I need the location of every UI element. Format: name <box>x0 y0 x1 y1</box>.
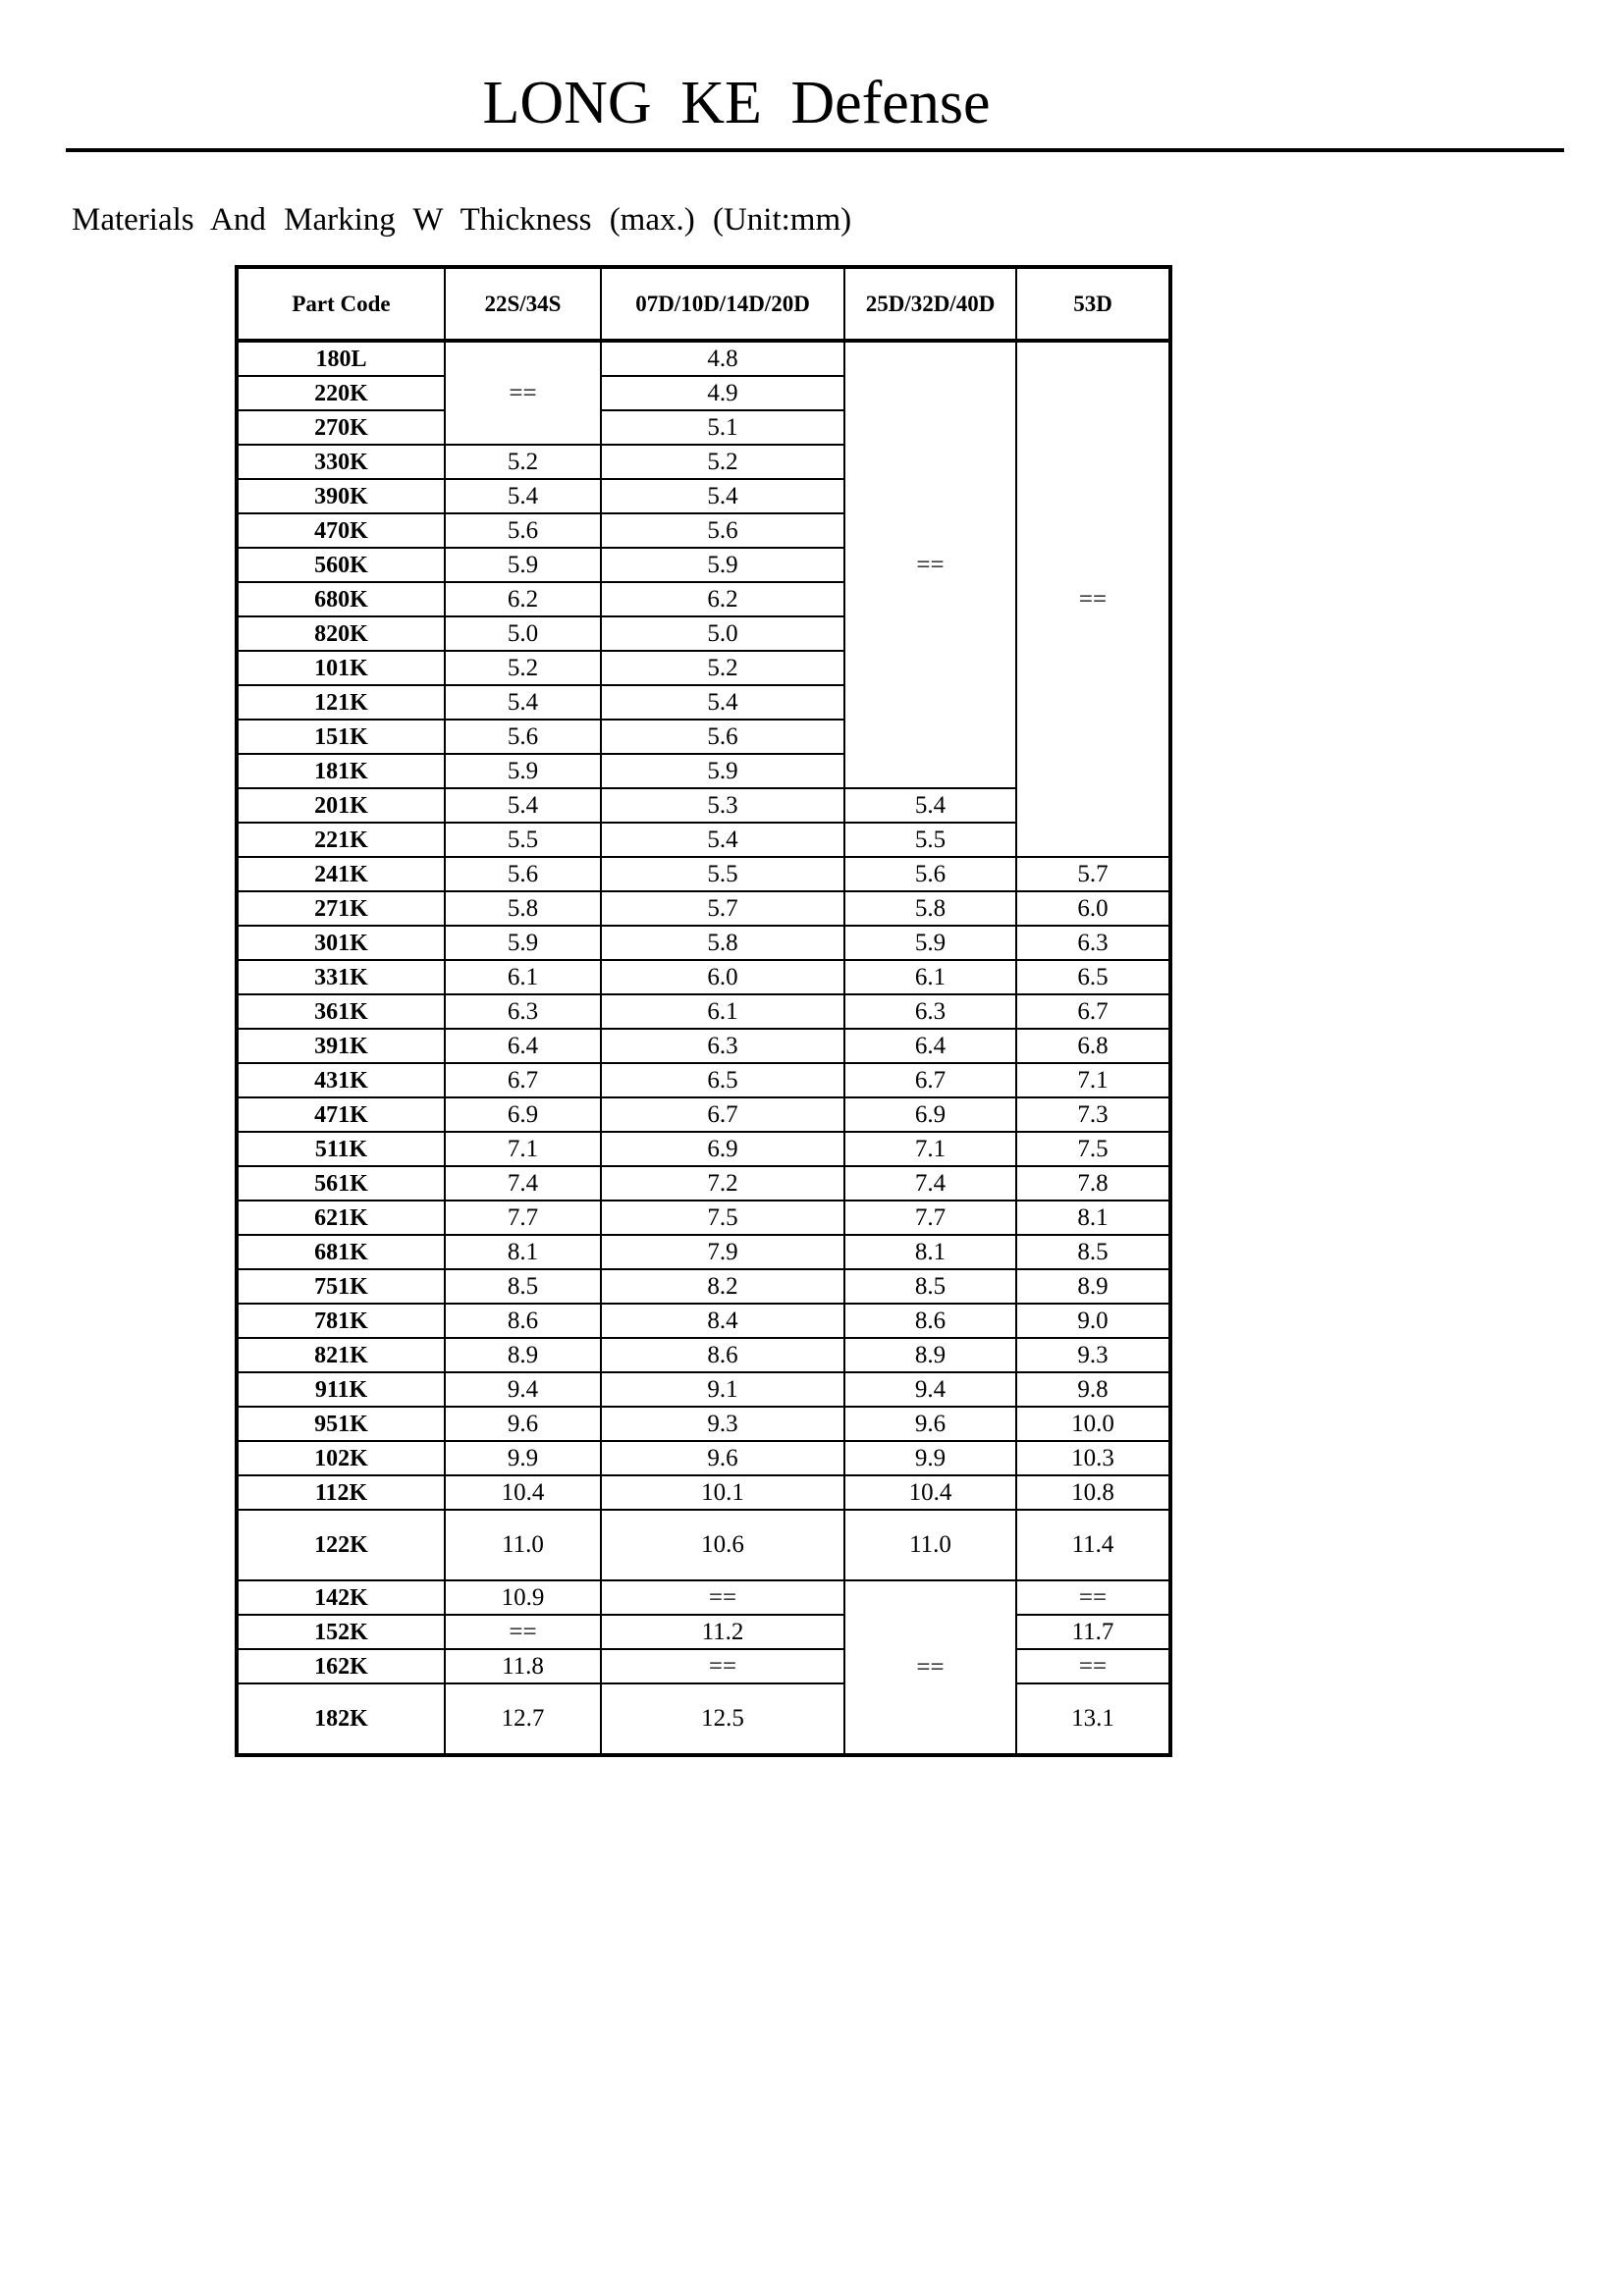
thickness-cell: 9.6 <box>445 1407 601 1441</box>
part-code-cell: 102K <box>237 1441 445 1475</box>
thickness-cell: 7.3 <box>1016 1097 1170 1132</box>
thickness-cell: 5.6 <box>601 720 844 754</box>
table-row <box>237 1235 1170 1269</box>
thickness-cell: 8.5 <box>844 1269 1016 1304</box>
table-row <box>237 960 1170 994</box>
thickness-cell: 5.4 <box>445 788 601 823</box>
thickness-cell: 8.6 <box>445 1304 601 1338</box>
part-code-cell: 271K <box>237 891 445 926</box>
thickness-cell: 7.7 <box>445 1201 601 1235</box>
column-header: 07D/10D/14D/20D <box>601 267 844 341</box>
thickness-cell: 5.7 <box>601 891 844 926</box>
thickness-cell: 6.3 <box>601 1029 844 1063</box>
part-code-cell: 182K <box>237 1683 445 1755</box>
thickness-cell: 5.4 <box>601 685 844 720</box>
thickness-cell: 5.5 <box>445 823 601 857</box>
thickness-cell: 5.9 <box>445 548 601 582</box>
thickness-cell: 9.4 <box>445 1372 601 1407</box>
thickness-cell: 10.6 <box>601 1510 844 1580</box>
thickness-cell: == <box>844 1580 1016 1755</box>
thickness-cell: 6.5 <box>601 1063 844 1097</box>
table-row <box>237 1615 1170 1649</box>
thickness-cell: 6.9 <box>844 1097 1016 1132</box>
part-code-cell: 221K <box>237 823 445 857</box>
part-code-cell: 390K <box>237 479 445 513</box>
thickness-cell: 11.2 <box>601 1615 844 1649</box>
thickness-cell: 10.0 <box>1016 1407 1170 1441</box>
thickness-cell: 6.7 <box>844 1063 1016 1097</box>
thickness-cell: 7.9 <box>601 1235 844 1269</box>
table-row <box>237 891 1170 926</box>
thickness-cell: 9.9 <box>844 1441 1016 1475</box>
table-body <box>237 341 1170 1755</box>
thickness-cell: 5.2 <box>601 445 844 479</box>
part-code-cell: 151K <box>237 720 445 754</box>
thickness-cell: 5.8 <box>601 926 844 960</box>
thickness-cell: 6.7 <box>601 1097 844 1132</box>
thickness-cell: 10.1 <box>601 1475 844 1510</box>
table-row <box>237 1304 1170 1338</box>
table-row <box>237 1475 1170 1510</box>
table-row <box>237 1580 1170 1615</box>
part-code-cell: 180L <box>237 341 445 376</box>
part-code-cell: 112K <box>237 1475 445 1510</box>
thickness-cell: 8.6 <box>601 1338 844 1372</box>
part-code-cell: 201K <box>237 788 445 823</box>
thickness-cell: 7.4 <box>445 1166 601 1201</box>
table-header-row <box>237 267 1170 341</box>
thickness-cell: 7.5 <box>1016 1132 1170 1166</box>
thickness-cell: 5.4 <box>445 479 601 513</box>
thickness-cell: 5.6 <box>601 513 844 548</box>
thickness-cell: 8.9 <box>445 1338 601 1372</box>
thickness-cell: 12.5 <box>601 1683 844 1755</box>
thickness-cell: 9.0 <box>1016 1304 1170 1338</box>
thickness-cell: 13.1 <box>1016 1683 1170 1755</box>
table-row <box>237 1510 1170 1580</box>
thickness-cell: 5.6 <box>445 513 601 548</box>
thickness-cell: 6.9 <box>445 1097 601 1132</box>
thickness-cell: 8.1 <box>445 1235 601 1269</box>
part-code-cell: 391K <box>237 1029 445 1063</box>
thickness-cell: 6.3 <box>445 994 601 1029</box>
thickness-cell: 6.0 <box>1016 891 1170 926</box>
thickness-cell: == <box>601 1649 844 1683</box>
part-code-cell: 431K <box>237 1063 445 1097</box>
part-code-cell: 621K <box>237 1201 445 1235</box>
thickness-cell: 5.4 <box>601 823 844 857</box>
thickness-cell: 5.6 <box>445 720 601 754</box>
thickness-cell: 5.6 <box>844 857 1016 891</box>
table-caption: Materials And Marking W Thickness (max.) (Unit:mm) <box>72 202 852 238</box>
thickness-cell: 8.5 <box>1016 1235 1170 1269</box>
table-row <box>237 1338 1170 1372</box>
thickness-cell: 8.9 <box>844 1338 1016 1372</box>
thickness-cell: 5.3 <box>601 788 844 823</box>
thickness-cell: 5.1 <box>601 410 844 445</box>
table-row <box>237 1029 1170 1063</box>
part-code-cell: 911K <box>237 1372 445 1407</box>
thickness-cell: 6.5 <box>1016 960 1170 994</box>
thickness-cell: 6.8 <box>1016 1029 1170 1063</box>
part-code-cell: 301K <box>237 926 445 960</box>
thickness-cell: 5.9 <box>601 548 844 582</box>
thickness-cell: 5.9 <box>844 926 1016 960</box>
thickness-cell: 6.4 <box>844 1029 1016 1063</box>
part-code-cell: 331K <box>237 960 445 994</box>
thickness-cell: 7.8 <box>1016 1166 1170 1201</box>
thickness-cell: 12.7 <box>445 1683 601 1755</box>
part-code-cell: 142K <box>237 1580 445 1615</box>
thickness-cell: 10.4 <box>844 1475 1016 1510</box>
part-code-cell: 220K <box>237 376 445 410</box>
thickness-cell: 6.1 <box>844 960 1016 994</box>
thickness-cell: 7.1 <box>445 1132 601 1166</box>
table-row <box>237 1683 1170 1755</box>
thickness-cell: 5.4 <box>601 479 844 513</box>
thickness-cell: 9.9 <box>445 1441 601 1475</box>
column-header: 22S/34S <box>445 267 601 341</box>
part-code-cell: 471K <box>237 1097 445 1132</box>
thickness-cell: 5.6 <box>445 857 601 891</box>
thickness-cell: 8.2 <box>601 1269 844 1304</box>
thickness-cell: 9.8 <box>1016 1372 1170 1407</box>
part-code-cell: 781K <box>237 1304 445 1338</box>
thickness-cell: 9.6 <box>601 1441 844 1475</box>
part-code-cell: 152K <box>237 1615 445 1649</box>
thickness-cell: == <box>1016 1649 1170 1683</box>
table-row <box>237 857 1170 891</box>
thickness-cell: 8.1 <box>844 1235 1016 1269</box>
part-code-cell: 511K <box>237 1132 445 1166</box>
part-code-cell: 162K <box>237 1649 445 1683</box>
thickness-cell: 5.0 <box>601 616 844 651</box>
table-row <box>237 1649 1170 1683</box>
thickness-cell: 6.1 <box>445 960 601 994</box>
table-row <box>237 341 1170 376</box>
part-code-cell: 361K <box>237 994 445 1029</box>
table-row <box>237 1269 1170 1304</box>
thickness-cell: 6.1 <box>601 994 844 1029</box>
thickness-cell: 6.2 <box>445 582 601 616</box>
thickness-cell: 5.5 <box>601 857 844 891</box>
part-code-cell: 680K <box>237 582 445 616</box>
thickness-cell: 4.8 <box>601 341 844 376</box>
part-code-cell: 122K <box>237 1510 445 1580</box>
thickness-cell: 11.4 <box>1016 1510 1170 1580</box>
table-row <box>237 1372 1170 1407</box>
table-row <box>237 926 1170 960</box>
thickness-cell: 7.7 <box>844 1201 1016 1235</box>
part-code-cell: 270K <box>237 410 445 445</box>
thickness-cell: 7.1 <box>1016 1063 1170 1097</box>
column-header: 25D/32D/40D <box>844 267 1016 341</box>
column-header: Part Code <box>237 267 445 341</box>
thickness-cell: 9.3 <box>1016 1338 1170 1372</box>
table-row <box>237 1063 1170 1097</box>
thickness-cell: 6.7 <box>1016 994 1170 1029</box>
thickness-cell: == <box>445 341 601 445</box>
thickness-cell: 6.2 <box>601 582 844 616</box>
thickness-cell: 9.6 <box>844 1407 1016 1441</box>
thickness-cell: 7.1 <box>844 1132 1016 1166</box>
title-divider <box>66 148 1564 152</box>
thickness-cell: 6.3 <box>1016 926 1170 960</box>
thickness-cell: 10.4 <box>445 1475 601 1510</box>
thickness-cell: 6.4 <box>445 1029 601 1063</box>
thickness-cell: 8.5 <box>445 1269 601 1304</box>
thickness-cell: == <box>1016 341 1170 857</box>
thickness-table <box>235 265 1172 1757</box>
thickness-cell: 7.2 <box>601 1166 844 1201</box>
table-row <box>237 1441 1170 1475</box>
part-code-cell: 561K <box>237 1166 445 1201</box>
thickness-cell: 9.1 <box>601 1372 844 1407</box>
part-code-cell: 181K <box>237 754 445 788</box>
thickness-cell: 7.5 <box>601 1201 844 1235</box>
thickness-cell: 6.3 <box>844 994 1016 1029</box>
thickness-cell: 8.9 <box>1016 1269 1170 1304</box>
page-title: LONG KE Defense <box>482 70 991 136</box>
thickness-cell: 11.8 <box>445 1649 601 1683</box>
thickness-cell: 6.9 <box>601 1132 844 1166</box>
thickness-cell: 5.8 <box>844 891 1016 926</box>
thickness-cell: 9.4 <box>844 1372 1016 1407</box>
thickness-cell: 8.6 <box>844 1304 1016 1338</box>
column-header: 53D <box>1016 267 1170 341</box>
thickness-cell: 5.9 <box>601 754 844 788</box>
thickness-cell: == <box>1016 1580 1170 1615</box>
thickness-cell: 5.2 <box>445 651 601 685</box>
thickness-cell: 5.5 <box>844 823 1016 857</box>
thickness-cell: == <box>601 1580 844 1615</box>
thickness-cell: 5.9 <box>445 926 601 960</box>
table-row <box>237 1132 1170 1166</box>
table-row <box>237 1097 1170 1132</box>
thickness-cell: 6.7 <box>445 1063 601 1097</box>
part-code-cell: 560K <box>237 548 445 582</box>
part-code-cell: 751K <box>237 1269 445 1304</box>
thickness-cell: 11.0 <box>445 1510 601 1580</box>
table-row <box>237 1201 1170 1235</box>
part-code-cell: 951K <box>237 1407 445 1441</box>
thickness-cell: 4.9 <box>601 376 844 410</box>
thickness-cell: 8.4 <box>601 1304 844 1338</box>
thickness-cell: 5.4 <box>445 685 601 720</box>
thickness-cell: 5.9 <box>445 754 601 788</box>
thickness-cell: == <box>844 341 1016 788</box>
part-code-cell: 121K <box>237 685 445 720</box>
thickness-cell: == <box>445 1615 601 1649</box>
part-code-cell: 241K <box>237 857 445 891</box>
part-code-cell: 101K <box>237 651 445 685</box>
thickness-cell: 5.2 <box>601 651 844 685</box>
part-code-cell: 820K <box>237 616 445 651</box>
thickness-cell: 11.0 <box>844 1510 1016 1580</box>
table-row <box>237 994 1170 1029</box>
thickness-cell: 5.2 <box>445 445 601 479</box>
table-row <box>237 1166 1170 1201</box>
part-code-cell: 470K <box>237 513 445 548</box>
table-row <box>237 1407 1170 1441</box>
thickness-cell: 10.9 <box>445 1580 601 1615</box>
thickness-cell: 5.7 <box>1016 857 1170 891</box>
part-code-cell: 821K <box>237 1338 445 1372</box>
part-code-cell: 681K <box>237 1235 445 1269</box>
thickness-cell: 8.1 <box>1016 1201 1170 1235</box>
thickness-cell: 10.8 <box>1016 1475 1170 1510</box>
thickness-cell: 5.4 <box>844 788 1016 823</box>
thickness-cell: 9.3 <box>601 1407 844 1441</box>
thickness-cell: 11.7 <box>1016 1615 1170 1649</box>
thickness-cell: 7.4 <box>844 1166 1016 1201</box>
thickness-cell: 5.8 <box>445 891 601 926</box>
thickness-cell: 5.0 <box>445 616 601 651</box>
thickness-cell: 6.0 <box>601 960 844 994</box>
thickness-cell: 10.3 <box>1016 1441 1170 1475</box>
part-code-cell: 330K <box>237 445 445 479</box>
